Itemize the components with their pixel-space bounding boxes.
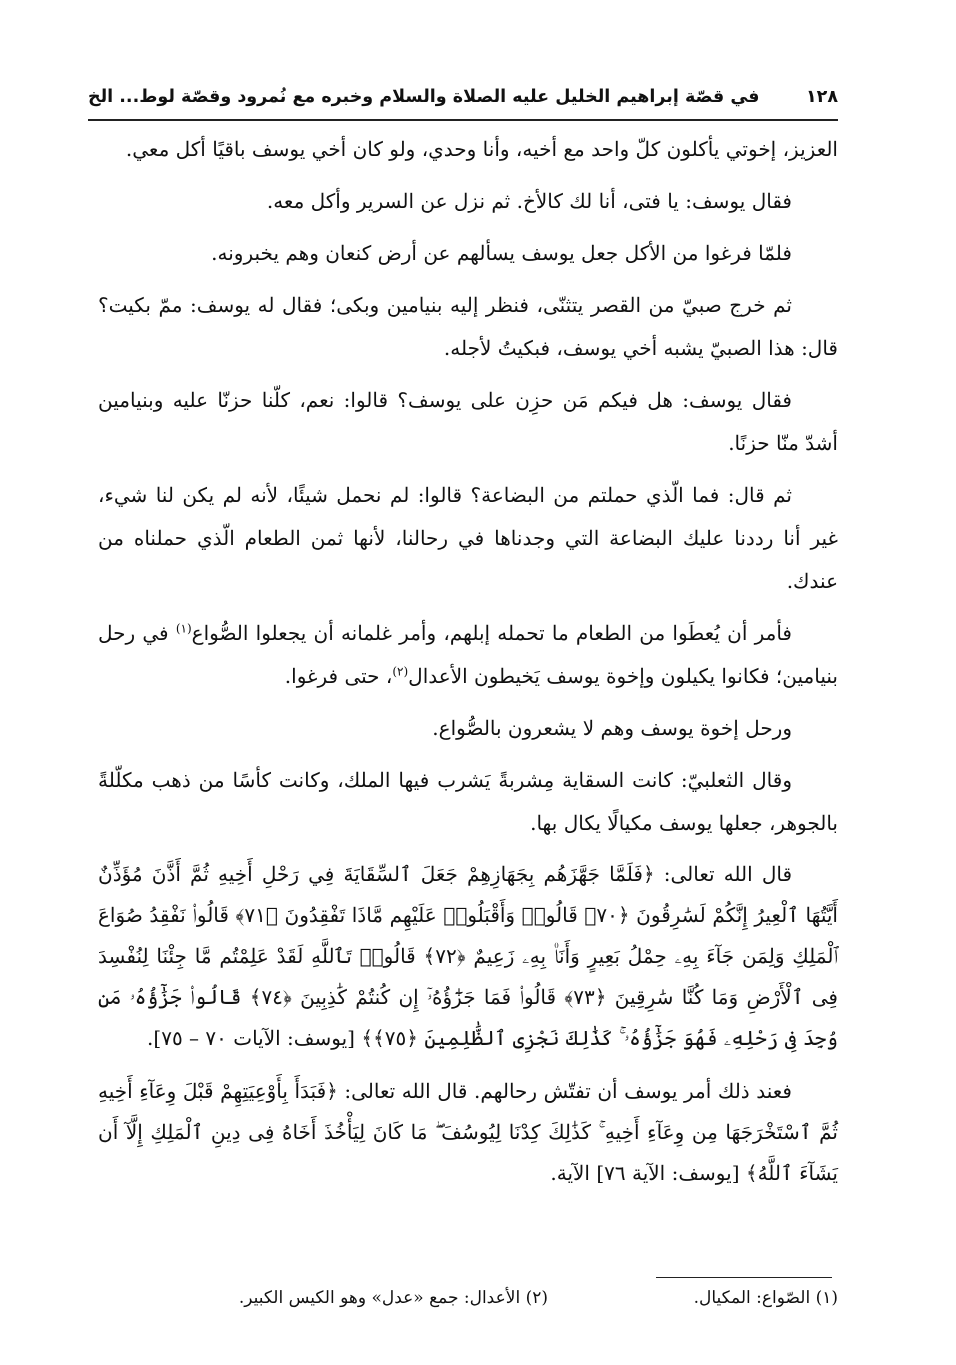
quran-verses: ﴿فَبَدَأَ بِأَوْعِيَتِهِمْ قَبْلَ وِعَآءِ أَخِيهِ ثُمَّ ٱسْتَخْرَجَهَا مِن وِعَآءِ أَخِيهِ ۚ كَذَٰلِكَ كِدْنَا لِيُوسُفَ ۖ مَا كَانَ لِيَأْخُذَ أَخَاهُ فِى دِينِ ٱلْمَلِكِ إِلَّآ أَن يَشَآءَ ٱللَّهُ﴾ [98, 1079, 838, 1185]
footnote-ref-2[interactable]: (٢) [392, 664, 409, 679]
running-title: في قصّة إبراهيم الخليل عليه الصلاة والسلام وخبره مع نُمرود وقصّة لوط... الخ [88, 87, 760, 107]
paragraph: ورحل إخوة يوسف وهم لا يشعرون بالصُّواع. [432, 716, 792, 740]
footnote-ref-1[interactable]: (١) [175, 621, 192, 636]
text: فأمر أن يُعطَوا من الطعام ما تحمله إبلهم، وأمر غلمانه أن يجعلوا الصُّواع [191, 621, 792, 645]
paragraph: ثم خرج صبيّ من القصر يتثنّى، فنظر إليه بنيامين وبكى؛ فقال له يوسف: ممّ بكيت؟ قال: هذا الصبيّ يشبه أخي يوسف، فبكيتُ لأجله. [98, 293, 838, 360]
quran-intro: فعند ذلك أمر يوسف أن تفتّش رحالهم. قال الله تعالى: [337, 1079, 792, 1103]
quran-quote-1 [98, 854, 838, 1059]
text: في رحل بنيامين؛ فكانوا يكيلون وإخوة يوسف يَخيطون الأعدال [98, 621, 838, 688]
footnote-2: (٢) الأعدال: جمع «عدل» وهو الكيس الكبير. [238, 1288, 548, 1308]
quran-verses: ﴿فَلَمَّا جَهَّزَهُم بِجَهَازِهِمْ جَعَلَ ٱلسِّقَايَةَ فِي رَحْلِ أَخِيهِ ثُمَّ أَذَّنَ مُؤَذِّنٌ أَيَّتُهَا ٱلْعِيرُ إِنَّكُمْ لَسَٰرِقُونَ ﴿٧٠﴾ قَالُوا۟ وَأَقْبَلُوا۟ عَلَيْهِم مَّاذَا تَفْقِدُونَ ﴿٧١﴾ قَالُوا۟ نَفْقِدُ صُوَاعَ ٱلْمَلِكِ وَلِمَن جَآءَ بِهِۦ حِمْلُ بَعِيرٍ وَأَنَا۠ بِهِۦ زَعِيمٌ ﴿٧٢﴾ قَالُوا۟ تَٱللَّهِ لَقَدْ عَلِمْتُم مَّا جِئْنَا لِنُفْسِدَ فِى ٱلْأَرْضِ وَمَا كُنَّا سَٰرِقِينَ ﴿٧٣﴾ قَالُوا۟ فَمَا جَزَٰٓؤُهُۥٓ إِن كُنتُمْ كَٰذِبِينَ ﴿٧٤﴾ قَالُوا۟ جَزَٰٓؤُهُۥ مَن وُجِدَ فِى رَحْلِهِۦ فَهُوَ جَزَٰٓؤُهُۥ ۚ كَذَٰلِكَ نَجْزِى ٱلظَّٰلِمِينَ ﴿٧٥﴾﴾ [98, 862, 839, 1050]
paragraph: فقال يوسف: يا فتى، أنا لك كالأخ. ثم نزل عن السرير وأكل معه. [266, 189, 792, 213]
page-body [98, 128, 838, 1206]
paragraph: فلمّا فرغوا من الأكل جعل يوسف يسألهم عن أرض كنعان وهم يخبرونه. [211, 241, 792, 265]
paragraph: وقال الثعلبيّ: كانت السقاية مِشربةً يَشرب فيها الملك، وكانت كأسًا من ذهب مكلّلةً بالجوهر، جعلها يوسف مكيالًا يكال بها. [98, 768, 838, 835]
quran-intro: قال الله تعالى: [654, 862, 793, 886]
text: ، حتى فرغوا. [284, 664, 393, 688]
header-rule [88, 119, 838, 121]
page-header [88, 80, 838, 114]
footnote-rule [656, 1277, 832, 1278]
page-number: ١٢٨ [805, 87, 838, 107]
quran-reference: [يوسف: الآيات ٧٠ – ٧٥]. [147, 1026, 362, 1050]
footnote-1: (١) الصّواع: المكيال. [693, 1288, 838, 1308]
quran-quote-2 [98, 1071, 838, 1194]
paragraph: فقال يوسف: هل فيكم مَن حزِن على يوسف؟ قالوا: نعم، كلّنا حزنّا عليه وبنيامين أشدّ منّا حزنًا. [98, 388, 838, 455]
paragraph-with-footnotes [98, 612, 838, 698]
footnotes [110, 1288, 838, 1308]
quran-reference: [يوسف: الآية ٧٦] الآية. [550, 1161, 746, 1185]
paragraph: ثم قال: فما الّذي حملتم من البضاعة؟ قالوا: لم نحمل شيئًا، لأنه لم يكن لنا شيء، غير أنا رددنا عليك البضاعة التي وجدناها في رحالنا، لأنها ثمن الطعام الّذي حملناه من عندك. [98, 483, 838, 593]
paragraph: العزيز، إخوتي يأكلون كلّ واحد مع أخيه، وأنا وحدي، ولو كان أخي يوسف باقيًا أكل معي. [125, 137, 838, 161]
